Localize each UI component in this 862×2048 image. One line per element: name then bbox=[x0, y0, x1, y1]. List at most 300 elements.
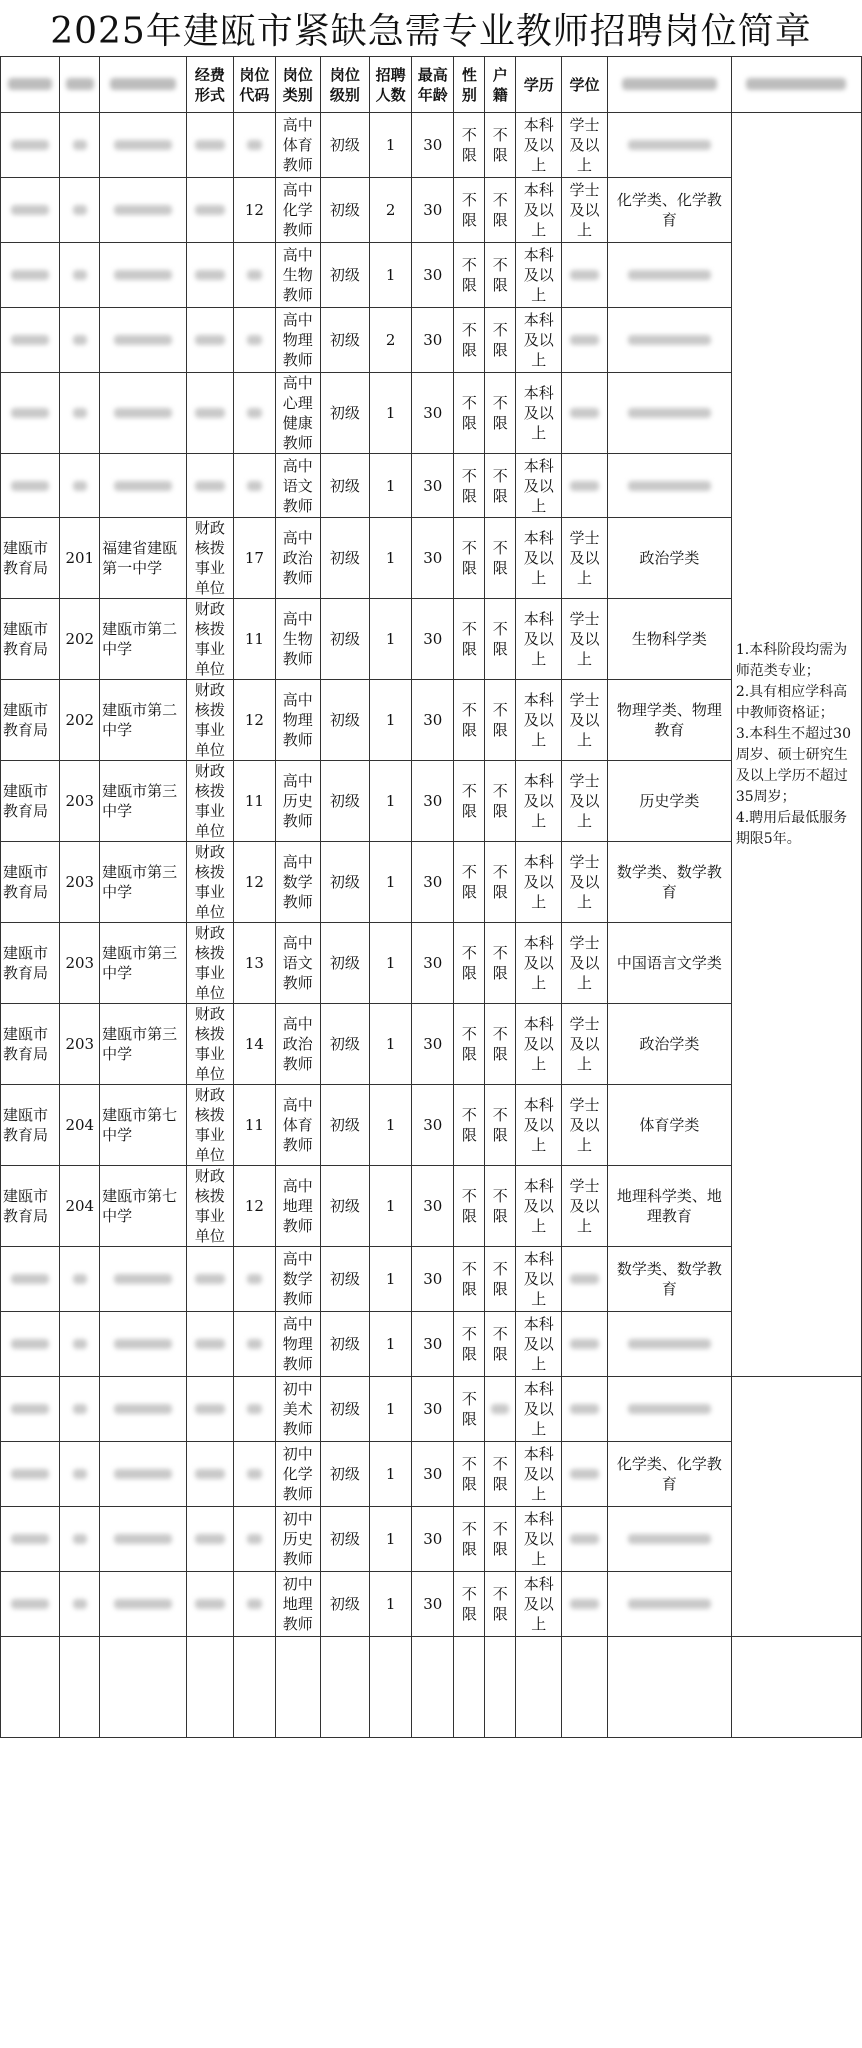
cell-unit-code: 203 bbox=[60, 761, 100, 842]
redacted-mark bbox=[491, 1404, 509, 1414]
cell-major: 化学类、化学教育 bbox=[607, 177, 731, 242]
cell-count: 1 bbox=[370, 372, 412, 453]
redacted-mark bbox=[195, 1469, 224, 1479]
cell-post-type: 高中数学教师 bbox=[275, 842, 320, 923]
cell-empty bbox=[1, 1636, 60, 1737]
cell-gender: 不限 bbox=[454, 453, 485, 518]
redacted-mark bbox=[195, 1599, 224, 1609]
cell-post-type: 高中物理教师 bbox=[275, 1312, 320, 1377]
cell-count: 1 bbox=[370, 1004, 412, 1085]
redacted-mark bbox=[11, 1339, 49, 1349]
redacted-mark bbox=[570, 408, 599, 418]
cell-dept bbox=[1, 1571, 60, 1636]
cell-major bbox=[607, 1377, 731, 1442]
cell-gender: 不限 bbox=[454, 1377, 485, 1442]
header-post-level: 岗位级别 bbox=[320, 57, 370, 113]
cell-post-code: 11 bbox=[233, 599, 275, 680]
cell-post-code bbox=[233, 1442, 275, 1507]
cell-gender: 不限 bbox=[454, 1571, 485, 1636]
redacted-mark bbox=[570, 270, 599, 280]
cell-unit: 建瓯市第七中学 bbox=[100, 1085, 187, 1166]
cell-age: 30 bbox=[412, 680, 454, 761]
cell-level: 初级 bbox=[320, 242, 370, 307]
cell-age: 30 bbox=[412, 842, 454, 923]
cell-age: 30 bbox=[412, 1377, 454, 1442]
cell-level: 初级 bbox=[320, 1004, 370, 1085]
cell-unit bbox=[100, 1442, 187, 1507]
redacted-mark bbox=[628, 1404, 711, 1414]
header-post-code: 岗位代码 bbox=[233, 57, 275, 113]
cell-gender: 不限 bbox=[454, 113, 485, 178]
redacted-mark bbox=[73, 335, 87, 345]
cell-funding: 财政核拨事业单位 bbox=[186, 1166, 233, 1247]
cell-unit: 建瓯市第三中学 bbox=[100, 1004, 187, 1085]
redacted-mark bbox=[114, 1274, 171, 1284]
header-gender: 性别 bbox=[454, 57, 485, 113]
cell-dept bbox=[1, 372, 60, 453]
cell-level: 初级 bbox=[320, 372, 370, 453]
cell-age: 30 bbox=[412, 453, 454, 518]
cell-post-type: 高中生物教师 bbox=[275, 599, 320, 680]
cell-major: 数学类、数学教育 bbox=[607, 842, 731, 923]
cell-gender: 不限 bbox=[454, 599, 485, 680]
cell-post-code: 11 bbox=[233, 1085, 275, 1166]
cell-unit bbox=[100, 1377, 187, 1442]
cell-post-type: 高中体育教师 bbox=[275, 113, 320, 178]
cell-hukou: 不限 bbox=[485, 842, 516, 923]
cell-post-type: 初中美术教师 bbox=[275, 1377, 320, 1442]
redacted-mark bbox=[247, 1404, 262, 1414]
cell-funding bbox=[186, 1312, 233, 1377]
header-dept bbox=[1, 57, 60, 113]
cell-funding: 财政核拨事业单位 bbox=[186, 923, 233, 1004]
cell-degree: 学士及以上 bbox=[562, 761, 608, 842]
cell-unit bbox=[100, 307, 187, 372]
redacted-mark bbox=[247, 1469, 262, 1479]
table-row bbox=[1, 113, 862, 178]
cell-degree bbox=[562, 1442, 608, 1507]
cell-unit: 福建省建瓯第一中学 bbox=[100, 518, 187, 599]
redacted-mark bbox=[114, 205, 171, 215]
cell-post-type: 高中语文教师 bbox=[275, 923, 320, 1004]
header-max-age: 最高年龄 bbox=[412, 57, 454, 113]
cell-age: 30 bbox=[412, 1247, 454, 1312]
cell-hukou: 不限 bbox=[485, 923, 516, 1004]
redacted-mark bbox=[570, 1469, 599, 1479]
cell-post-type: 高中地理教师 bbox=[275, 1166, 320, 1247]
cell-unit bbox=[100, 372, 187, 453]
cell-age: 30 bbox=[412, 242, 454, 307]
cell-unit-code: 203 bbox=[60, 842, 100, 923]
cell-funding: 财政核拨事业单位 bbox=[186, 599, 233, 680]
cell-education: 本科及以上 bbox=[516, 113, 562, 178]
cell-level: 初级 bbox=[320, 1312, 370, 1377]
cell-unit-code bbox=[60, 1377, 100, 1442]
header-degree: 学位 bbox=[562, 57, 608, 113]
cell-education: 本科及以上 bbox=[516, 1507, 562, 1572]
redacted-mark bbox=[114, 1534, 171, 1544]
redacted-mark bbox=[195, 335, 224, 345]
cell-unit: 建瓯市第二中学 bbox=[100, 599, 187, 680]
cell-gender: 不限 bbox=[454, 761, 485, 842]
redacted-mark bbox=[114, 1339, 171, 1349]
cell-count: 1 bbox=[370, 842, 412, 923]
cell-degree bbox=[562, 372, 608, 453]
cell-degree: 学士及以上 bbox=[562, 1166, 608, 1247]
cell-unit: 建瓯市第三中学 bbox=[100, 923, 187, 1004]
cell-gender: 不限 bbox=[454, 1312, 485, 1377]
cell-age: 30 bbox=[412, 1442, 454, 1507]
redacted-mark bbox=[114, 408, 171, 418]
cell-gender: 不限 bbox=[454, 1247, 485, 1312]
cell-education: 本科及以上 bbox=[516, 453, 562, 518]
cell-post-type: 高中数学教师 bbox=[275, 1247, 320, 1312]
cell-count: 1 bbox=[370, 113, 412, 178]
cell-dept bbox=[1, 1507, 60, 1572]
cell-age: 30 bbox=[412, 1571, 454, 1636]
cell-age: 30 bbox=[412, 1004, 454, 1085]
cell-funding bbox=[186, 177, 233, 242]
redacted-mark bbox=[73, 1404, 87, 1414]
cell-count: 1 bbox=[370, 1312, 412, 1377]
cell-empty bbox=[275, 1636, 320, 1737]
cell-major bbox=[607, 1312, 731, 1377]
redacted-mark bbox=[570, 1404, 599, 1414]
cell-hukou: 不限 bbox=[485, 518, 516, 599]
header-row bbox=[1, 57, 862, 113]
cell-post-code bbox=[233, 453, 275, 518]
cell-degree: 学士及以上 bbox=[562, 1085, 608, 1166]
cell-funding: 财政核拨事业单位 bbox=[186, 761, 233, 842]
cell-major bbox=[607, 1507, 731, 1572]
cell-funding bbox=[186, 1571, 233, 1636]
cell-major: 物理学类、物理教育 bbox=[607, 680, 731, 761]
cell-gender: 不限 bbox=[454, 242, 485, 307]
cell-major: 化学类、化学教育 bbox=[607, 1442, 731, 1507]
redacted-mark bbox=[114, 335, 171, 345]
redacted-mark bbox=[570, 481, 599, 491]
cell-count: 2 bbox=[370, 177, 412, 242]
redacted-mark bbox=[73, 1274, 87, 1284]
redacted-mark bbox=[247, 1534, 262, 1544]
cell-education: 本科及以上 bbox=[516, 1377, 562, 1442]
cell-education: 本科及以上 bbox=[516, 177, 562, 242]
cell-level: 初级 bbox=[320, 307, 370, 372]
redacted-mark bbox=[195, 205, 224, 215]
cell-empty bbox=[320, 1636, 370, 1737]
cell-unit bbox=[100, 1507, 187, 1572]
cell-level: 初级 bbox=[320, 1166, 370, 1247]
cell-age: 30 bbox=[412, 372, 454, 453]
cell-gender: 不限 bbox=[454, 842, 485, 923]
redacted-mark bbox=[114, 1469, 171, 1479]
cell-unit bbox=[100, 177, 187, 242]
cell-education: 本科及以上 bbox=[516, 242, 562, 307]
cell-major: 生物科学类 bbox=[607, 599, 731, 680]
redacted-mark bbox=[11, 270, 49, 280]
cell-major: 地理科学类、地理教育 bbox=[607, 1166, 731, 1247]
redacted-mark bbox=[73, 270, 87, 280]
cell-unit bbox=[100, 242, 187, 307]
cell-empty bbox=[731, 1636, 861, 1737]
cell-empty bbox=[233, 1636, 275, 1737]
cell-degree bbox=[562, 453, 608, 518]
cell-hukou: 不限 bbox=[485, 113, 516, 178]
cell-level: 初级 bbox=[320, 923, 370, 1004]
cell-count: 1 bbox=[370, 761, 412, 842]
redacted-mark bbox=[247, 408, 262, 418]
cell-post-type: 初中化学教师 bbox=[275, 1442, 320, 1507]
cell-dept bbox=[1, 242, 60, 307]
cell-dept bbox=[1, 1442, 60, 1507]
cell-unit bbox=[100, 113, 187, 178]
cell-empty bbox=[186, 1636, 233, 1737]
cell-count: 1 bbox=[370, 1085, 412, 1166]
redacted-mark bbox=[11, 481, 49, 491]
redacted-mark bbox=[73, 1534, 87, 1544]
cell-age: 30 bbox=[412, 307, 454, 372]
cell-unit bbox=[100, 1571, 187, 1636]
cell-education: 本科及以上 bbox=[516, 1166, 562, 1247]
cell-hukou: 不限 bbox=[485, 1442, 516, 1507]
redacted-mark bbox=[628, 481, 711, 491]
cell-gender: 不限 bbox=[454, 372, 485, 453]
redacted-mark bbox=[73, 140, 87, 150]
cell-level: 初级 bbox=[320, 113, 370, 178]
cell-degree bbox=[562, 1507, 608, 1572]
cell-count: 1 bbox=[370, 453, 412, 518]
cell-post-type: 高中物理教师 bbox=[275, 680, 320, 761]
cell-count: 1 bbox=[370, 518, 412, 599]
redacted-mark bbox=[114, 1404, 171, 1414]
cell-empty bbox=[607, 1636, 731, 1737]
redacted-mark bbox=[570, 335, 599, 345]
table-row-empty bbox=[1, 1636, 862, 1737]
cell-unit: 建瓯市第七中学 bbox=[100, 1166, 187, 1247]
cell-post-code bbox=[233, 113, 275, 178]
cell-dept: 建瓯市教育局 bbox=[1, 680, 60, 761]
cell-hukou: 不限 bbox=[485, 1085, 516, 1166]
page-title: 2025年建瓯市紧缺急需专业教师招聘岗位简章 bbox=[50, 10, 812, 52]
cell-hukou: 不限 bbox=[485, 307, 516, 372]
cell-age: 30 bbox=[412, 923, 454, 1004]
cell-unit-code bbox=[60, 1507, 100, 1572]
cell-unit: 建瓯市第二中学 bbox=[100, 680, 187, 761]
cell-education: 本科及以上 bbox=[516, 1085, 562, 1166]
cell-degree: 学士及以上 bbox=[562, 842, 608, 923]
cell-funding: 财政核拨事业单位 bbox=[186, 680, 233, 761]
cell-degree: 学士及以上 bbox=[562, 518, 608, 599]
cell-funding: 财政核拨事业单位 bbox=[186, 1085, 233, 1166]
cell-gender: 不限 bbox=[454, 177, 485, 242]
cell-level: 初级 bbox=[320, 680, 370, 761]
cell-major bbox=[607, 1571, 731, 1636]
cell-unit-code bbox=[60, 1247, 100, 1312]
cell-post-code: 14 bbox=[233, 1004, 275, 1085]
cell-gender: 不限 bbox=[454, 680, 485, 761]
cell-degree: 学士及以上 bbox=[562, 113, 608, 178]
cell-education: 本科及以上 bbox=[516, 599, 562, 680]
cell-major: 历史学类 bbox=[607, 761, 731, 842]
cell-hukou: 不限 bbox=[485, 242, 516, 307]
header-hukou: 户籍 bbox=[485, 57, 516, 113]
redacted-mark bbox=[570, 1339, 599, 1349]
cell-hukou: 不限 bbox=[485, 1571, 516, 1636]
cell-degree bbox=[562, 307, 608, 372]
cell-unit-code bbox=[60, 1312, 100, 1377]
cell-education: 本科及以上 bbox=[516, 518, 562, 599]
redacted-mark bbox=[247, 140, 262, 150]
cell-post-type: 初中历史教师 bbox=[275, 1507, 320, 1572]
cell-dept bbox=[1, 1247, 60, 1312]
cell-gender: 不限 bbox=[454, 1085, 485, 1166]
cell-dept bbox=[1, 1312, 60, 1377]
cell-age: 30 bbox=[412, 113, 454, 178]
cell-hukou: 不限 bbox=[485, 1004, 516, 1085]
cell-gender: 不限 bbox=[454, 1004, 485, 1085]
cell-funding: 财政核拨事业单位 bbox=[186, 1004, 233, 1085]
cell-education: 本科及以上 bbox=[516, 1247, 562, 1312]
cell-empty bbox=[370, 1636, 412, 1737]
cell-funding: 财政核拨事业单位 bbox=[186, 518, 233, 599]
table-body bbox=[1, 113, 862, 1738]
cell-level: 初级 bbox=[320, 1507, 370, 1572]
cell-dept: 建瓯市教育局 bbox=[1, 842, 60, 923]
cell-post-code: 13 bbox=[233, 923, 275, 1004]
cell-count: 1 bbox=[370, 1571, 412, 1636]
cell-gender: 不限 bbox=[454, 1507, 485, 1572]
table-row bbox=[1, 1377, 862, 1442]
redacted-mark bbox=[247, 270, 262, 280]
cell-unit-code bbox=[60, 307, 100, 372]
redacted-mark bbox=[11, 408, 49, 418]
cell-unit-code bbox=[60, 113, 100, 178]
cell-unit-code: 204 bbox=[60, 1166, 100, 1247]
redacted-mark bbox=[73, 408, 87, 418]
cell-gender: 不限 bbox=[454, 1442, 485, 1507]
cell-post-type: 高中历史教师 bbox=[275, 761, 320, 842]
redacted-mark bbox=[73, 481, 87, 491]
cell-hukou: 不限 bbox=[485, 1312, 516, 1377]
cell-count: 1 bbox=[370, 1247, 412, 1312]
cell-post-code bbox=[233, 1377, 275, 1442]
cell-unit-code: 201 bbox=[60, 518, 100, 599]
cell-age: 30 bbox=[412, 599, 454, 680]
cell-post-code: 12 bbox=[233, 680, 275, 761]
cell-education: 本科及以上 bbox=[516, 372, 562, 453]
cell-dept: 建瓯市教育局 bbox=[1, 1085, 60, 1166]
cell-dept bbox=[1, 113, 60, 178]
redacted-mark bbox=[195, 1534, 224, 1544]
redacted-mark bbox=[195, 140, 224, 150]
cell-education: 本科及以上 bbox=[516, 1571, 562, 1636]
cell-dept bbox=[1, 307, 60, 372]
redacted-mark bbox=[195, 270, 224, 280]
cell-level: 初级 bbox=[320, 453, 370, 518]
cell-unit bbox=[100, 453, 187, 518]
cell-count: 1 bbox=[370, 923, 412, 1004]
cell-count: 2 bbox=[370, 307, 412, 372]
recruitment-table-wrapper bbox=[0, 56, 862, 2048]
cell-post-code bbox=[233, 372, 275, 453]
cell-post-code: 12 bbox=[233, 1166, 275, 1247]
cell-empty bbox=[60, 1636, 100, 1737]
redacted-mark bbox=[247, 1274, 262, 1284]
cell-education: 本科及以上 bbox=[516, 307, 562, 372]
redacted-mark bbox=[247, 335, 262, 345]
cell-major bbox=[607, 372, 731, 453]
cell-dept bbox=[1, 177, 60, 242]
redacted-mark bbox=[114, 140, 171, 150]
cell-dept: 建瓯市教育局 bbox=[1, 1166, 60, 1247]
cell-post-type: 高中化学教师 bbox=[275, 177, 320, 242]
cell-funding: 财政核拨事业单位 bbox=[186, 842, 233, 923]
cell-level: 初级 bbox=[320, 842, 370, 923]
cell-unit-code bbox=[60, 1442, 100, 1507]
cell-education: 本科及以上 bbox=[516, 842, 562, 923]
cell-dept bbox=[1, 1377, 60, 1442]
cell-hukou: 不限 bbox=[485, 453, 516, 518]
cell-unit bbox=[100, 1312, 187, 1377]
cell-post-type: 高中政治教师 bbox=[275, 1004, 320, 1085]
cell-post-type: 初中地理教师 bbox=[275, 1571, 320, 1636]
notes-cell-blank bbox=[731, 1377, 861, 1637]
cell-dept: 建瓯市教育局 bbox=[1, 599, 60, 680]
redacted-mark bbox=[73, 1339, 87, 1349]
cell-post-type: 高中心理健康教师 bbox=[275, 372, 320, 453]
redacted-mark bbox=[628, 270, 711, 280]
cell-post-code bbox=[233, 242, 275, 307]
cell-post-type: 高中政治教师 bbox=[275, 518, 320, 599]
cell-empty bbox=[454, 1636, 485, 1737]
cell-funding bbox=[186, 113, 233, 178]
cell-level: 初级 bbox=[320, 1085, 370, 1166]
redacted-mark bbox=[195, 481, 224, 491]
cell-count: 1 bbox=[370, 1507, 412, 1572]
cell-major bbox=[607, 113, 731, 178]
cell-unit: 建瓯市第三中学 bbox=[100, 761, 187, 842]
cell-empty bbox=[100, 1636, 187, 1737]
cell-dept bbox=[1, 453, 60, 518]
cell-post-code bbox=[233, 1507, 275, 1572]
redacted-mark bbox=[628, 335, 711, 345]
cell-gender: 不限 bbox=[454, 518, 485, 599]
cell-post-type: 高中物理教师 bbox=[275, 307, 320, 372]
cell-unit-code: 203 bbox=[60, 1004, 100, 1085]
cell-major bbox=[607, 453, 731, 518]
cell-post-code: 12 bbox=[233, 842, 275, 923]
cell-unit-code bbox=[60, 242, 100, 307]
cell-major: 中国语言文学类 bbox=[607, 923, 731, 1004]
redacted-mark bbox=[247, 1339, 262, 1349]
cell-post-code bbox=[233, 1247, 275, 1312]
cell-level: 初级 bbox=[320, 1377, 370, 1442]
cell-degree bbox=[562, 1312, 608, 1377]
cell-post-type: 高中生物教师 bbox=[275, 242, 320, 307]
redacted-mark bbox=[11, 1599, 49, 1609]
header-funding: 经费形式 bbox=[186, 57, 233, 113]
header-unit-code bbox=[60, 57, 100, 113]
redacted-mark bbox=[114, 1599, 171, 1609]
cell-post-code: 11 bbox=[233, 761, 275, 842]
redacted-mark bbox=[628, 1339, 711, 1349]
cell-funding bbox=[186, 307, 233, 372]
cell-level: 初级 bbox=[320, 177, 370, 242]
cell-unit-code: 202 bbox=[60, 680, 100, 761]
cell-hukou: 不限 bbox=[485, 1166, 516, 1247]
redacted-mark bbox=[570, 1534, 599, 1544]
redacted-mark bbox=[11, 205, 49, 215]
